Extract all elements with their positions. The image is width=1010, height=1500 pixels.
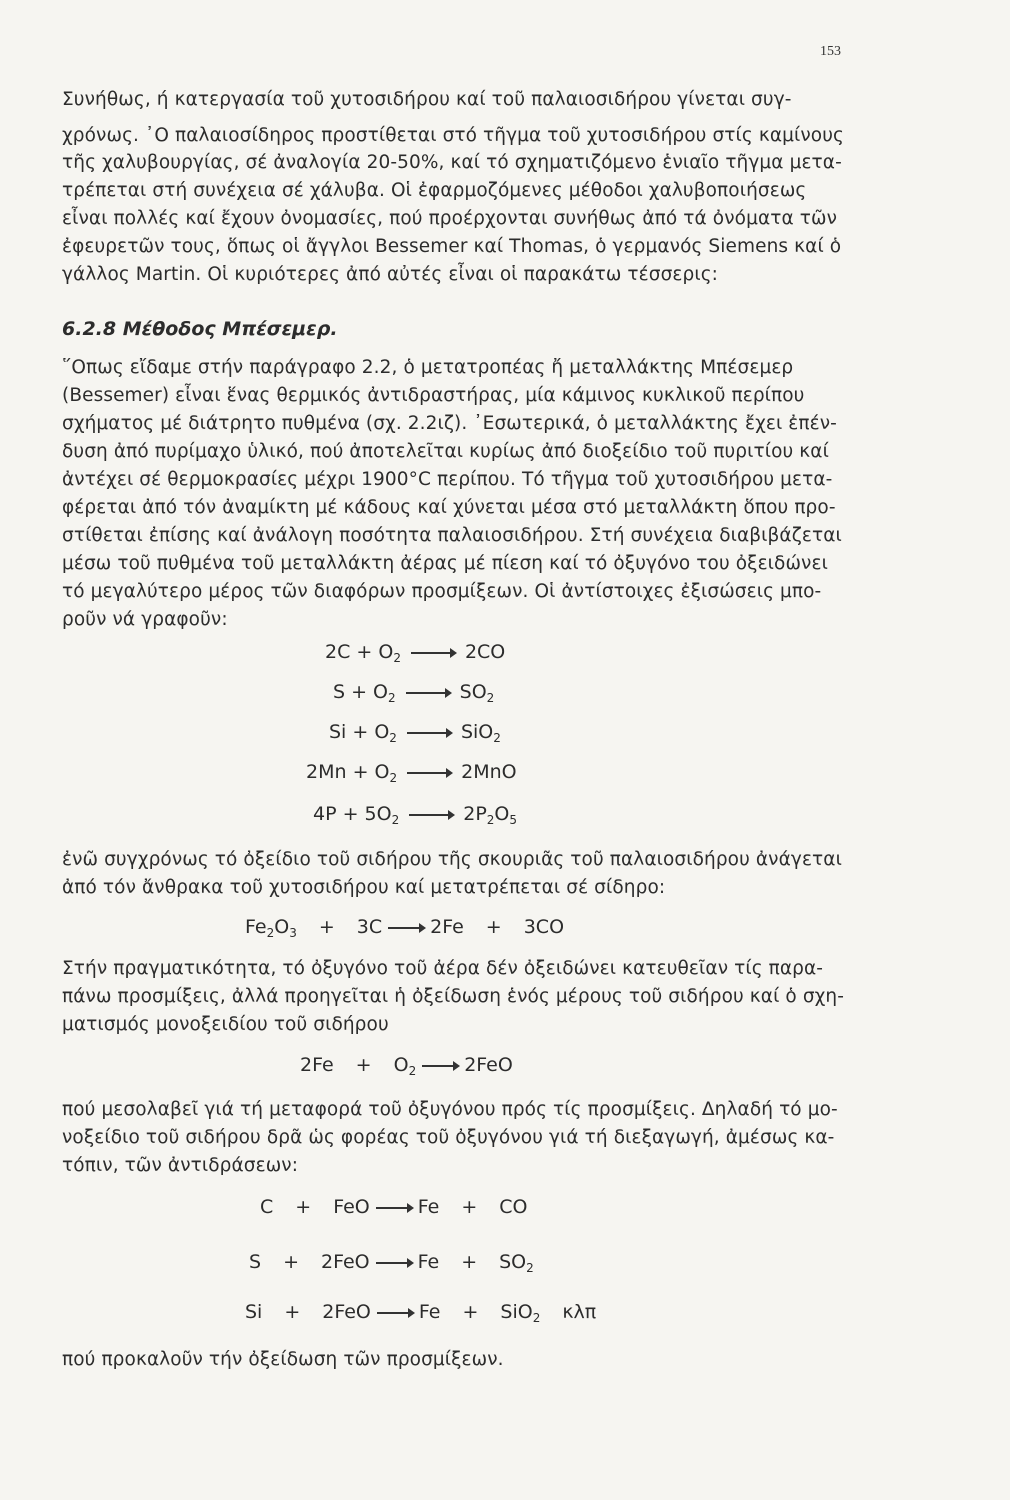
eq-plus: + (355, 1054, 372, 1076)
paragraph-2-line: μέσω τοῦ πυθμένα τοῦ μεταλλάκτη ἀέρας μέ πίεση καί τό ὀξυγόνο του ὀξειδώνει (62, 553, 828, 574)
eq-sub: 2 (532, 1311, 541, 1325)
paragraph-2-line: σχήματος μέ διάτρητο πυθμένα (σχ. 2.2ιζ). ᾽Εσωτερικά, ὁ μεταλλάκτης ἔχει ἐπέν- (62, 413, 837, 434)
equation-iron-oxide-reduction (245, 915, 564, 939)
eq-plus: + (462, 1301, 479, 1323)
paragraph-1-line: γάλλος Martin. Οἱ κυριότερες ἀπό αὐτές εἶναι οἱ παρακάτω τέσσερις: (62, 264, 718, 285)
eq-term: Si (245, 1301, 263, 1323)
eq-rhs: 2P (463, 803, 487, 825)
paragraph-2-line: στίθεται ἐπίσης καί ἀνάλογη ποσότητα παλαιοσιδήρου. Στή συνέχεια διαβιβάζεται (62, 525, 842, 546)
equation-carbon (325, 640, 505, 664)
paragraph-4-line: Στήν πραγματικότητα, τό ὀξυγόνο τοῦ ἀέρα δέν ὀξειδώνει κατευθεῖαν τίς παρα- (62, 958, 824, 979)
paragraph-2-line: (Bessemer) εἶναι ἕνας θερμικός ἀντιδραστήρας, μία κάμινος κυκλικοῦ περίπου (62, 385, 805, 406)
eq-term: 2Fe (300, 1054, 334, 1076)
paragraph-3-line: ἀπό τόν ἄνθρακα τοῦ χυτοσιδήρου καί μετατρέπεται σέ σίδηρο: (62, 877, 666, 898)
paragraph-1-line: τρέπεται στή συνέχεια σέ χάλυβα. Οἱ ἐφαρμοζόμενες μέθοδοι χαλυβοποιήσεως (62, 180, 807, 201)
equation-iron-oxidation (300, 1053, 513, 1077)
equation-sulfur (333, 680, 494, 704)
eq-sub: 2 (389, 731, 397, 745)
arrow-icon (388, 927, 424, 929)
eq-plus: + (283, 1251, 299, 1273)
eq-term: 3CO (523, 916, 565, 938)
eq-lhs: 4P + 5O (313, 803, 392, 825)
equation-silicon (329, 720, 501, 744)
arrow-icon (377, 1312, 413, 1314)
eq-etc: κλπ (562, 1301, 597, 1323)
eq-term: CO (499, 1196, 528, 1218)
arrow-icon (409, 814, 453, 816)
eq-plus: + (295, 1196, 312, 1218)
paragraph-1-line: εἶναι πολλές καί ἔχουν ὀνομασίες, πού προέρχονται συνήθως ἀπό τά ὀνόματα τῶν (62, 208, 838, 229)
equation-carbon-feo (260, 1195, 528, 1219)
eq-term: Fe (417, 1196, 440, 1218)
eq-plus: + (284, 1301, 301, 1323)
arrow-icon (376, 1207, 412, 1209)
paragraph-2-line: ἀντέχει σέ θερμοκρασίες μέχρι 1900°C περίπου. Τό τῆγμα τοῦ χυτοσιδήρου μετα- (62, 469, 833, 490)
eq-lhs: Si + O (329, 721, 390, 743)
eq-plus: + (461, 1251, 478, 1273)
paragraph-4-line: ματισμός μονοξειδίου τοῦ σιδήρου (62, 1014, 389, 1035)
eq-term: O (274, 916, 290, 938)
eq-term: SO (499, 1251, 527, 1273)
paragraph-2-line: ροῦν νά γραφοῦν: (62, 609, 228, 630)
equation-sulfur-feo (249, 1250, 534, 1274)
arrow-icon (411, 652, 455, 654)
arrow-icon (407, 732, 451, 734)
eq-rhs: O (494, 803, 510, 825)
arrow-icon (376, 1262, 412, 1264)
eq-rhs: SO (459, 681, 487, 703)
paragraph-3-line: ἐνῶ συγχρόνως τό ὀξείδιο τοῦ σιδήρου τῆς σκουριᾶς τοῦ παλαιοσιδήρου ἀνάγεται (62, 849, 842, 870)
eq-term: 3C (356, 916, 383, 938)
eq-sub: 2 (388, 691, 396, 705)
eq-term: C (260, 1196, 274, 1218)
eq-term: 2FeO (464, 1054, 513, 1076)
arrow-icon (406, 692, 450, 694)
paragraph-5-line: νοξείδιο τοῦ σιδήρου δρᾶ ὡς φορέας τοῦ ὀξυγόνου γιά τή διεξαγωγή, ἀμέσως κα- (62, 1127, 835, 1148)
arrow-icon (422, 1065, 458, 1067)
eq-sub: 2 (393, 651, 401, 665)
section-heading: 6.2.8 Μέθοδος Μπέσεμερ. (62, 318, 338, 340)
eq-sub: 2 (266, 926, 275, 940)
eq-sub: 2 (526, 1261, 534, 1275)
eq-sub: 2 (486, 813, 495, 827)
paragraph-6-line: πού προκαλοῦν τήν ὀξείδωση τῶν προσμίξεων. (62, 1349, 504, 1370)
paragraph-4-line: πάνω προσμίξεις, ἀλλά προηγεῖται ἡ ὀξείδωση ἑνός μέρους τοῦ σιδήρου καί ὁ σχη- (62, 986, 845, 1007)
arrow-icon (407, 772, 451, 774)
eq-term: Fe (418, 1301, 441, 1323)
equation-phosphorus (313, 802, 517, 826)
eq-lhs: 2C + O (325, 641, 394, 663)
eq-sub: 2 (408, 1064, 417, 1078)
eq-sub: 2 (391, 813, 400, 827)
paragraph-1-line: χρόνως. ᾽Ο παλαιοσίδηρος προστίθεται στό τῆγμα τοῦ χυτοσιδήρου στίς καμίνους (62, 125, 844, 146)
eq-term: Fe (417, 1251, 440, 1273)
equation-silicon-feo (245, 1300, 596, 1324)
eq-rhs: SiO (460, 721, 494, 743)
paragraph-2-line: τό μεγαλύτερο μέρος τῶν διαφόρων προσμίξεων. Οἱ ἀντίστοιχες ἐξισώσεις μπο- (62, 581, 822, 602)
eq-plus: + (461, 1196, 478, 1218)
paragraph-2-line: δυση ἀπό πυρίμαχο ὑλικό, πού ἀποτελεῖται κυρίως ἀπό διοξείδιο τοῦ πυριτίου καί (62, 441, 829, 462)
eq-term: 2FeO (322, 1301, 371, 1323)
paragraph-5-line: τόπιν, τῶν ἀντιδράσεων: (62, 1155, 299, 1176)
eq-term: 2FeO (320, 1251, 370, 1273)
eq-term: O (393, 1054, 409, 1076)
paragraph-1-line: Συνήθως, ή κατεργασία τοῦ χυτοσιδήρου καί τοῦ παλαιοσιδήρου γίνεται συγ- (62, 89, 792, 110)
eq-sub: 3 (289, 926, 297, 940)
eq-term: 2Fe (430, 916, 464, 938)
eq-plus: + (318, 916, 335, 938)
page-number: 153 (820, 44, 841, 59)
paragraph-1-line: τῆς χαλυβουργίας, σέ ἀναλογία 20-50%, καί τό σχηματιζόμενο ἑνιαῖο τῆγμα μετα- (62, 152, 842, 173)
eq-term: S (249, 1251, 262, 1273)
eq-sub: 2 (486, 691, 495, 705)
eq-rhs: 2MnO (461, 761, 517, 783)
eq-lhs: 2Mn + O (306, 761, 390, 783)
paragraph-2-line: ῞Οπως εἴδαμε στήν παράγραφο 2.2, ὁ μετατροπέας ἤ μεταλλάκτης Μπέσεμερ (62, 357, 794, 378)
paragraph-1-line: ἐφευρετῶν τους, ὅπως οἱ ἄγγλοι Bessemer καί Thomas, ὁ γερμανός Siemens καί ὁ (62, 236, 842, 257)
eq-term: FeO (333, 1196, 370, 1218)
paragraph-2-line: φέρεται ἀπό τόν ἀναμίκτη μέ κάδους καί χύνεται μέσα στό μεταλλάκτη ὅπου προ- (62, 497, 836, 518)
eq-lhs: S + O (333, 681, 389, 703)
eq-sub: 2 (493, 731, 501, 745)
eq-sub: 5 (509, 813, 518, 827)
eq-sub: 2 (389, 771, 398, 785)
equation-manganese (306, 760, 517, 784)
eq-term: SiO (500, 1301, 533, 1323)
eq-plus: + (485, 916, 502, 938)
eq-term: Fe (245, 916, 267, 938)
eq-rhs: 2CO (464, 641, 506, 663)
paragraph-5-line: πού μεσολαβεῖ γιά τή μεταφορά τοῦ ὀξυγόνου πρός τίς προσμίξεις. Δηλαδή τό μο- (62, 1099, 838, 1120)
